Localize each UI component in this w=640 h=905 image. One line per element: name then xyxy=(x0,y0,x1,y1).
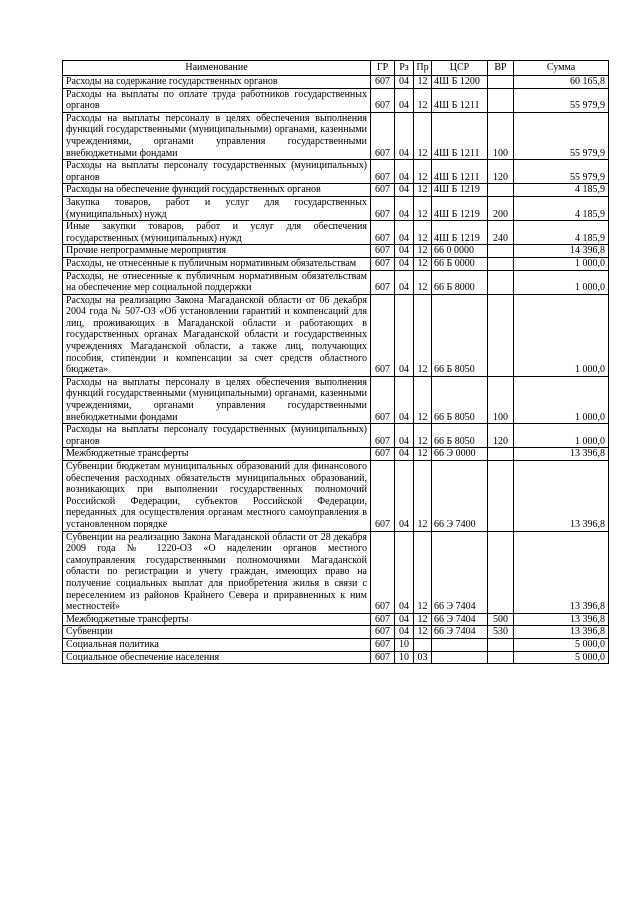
column-header-sum: Сумма xyxy=(514,61,609,76)
cell-rz: 04 xyxy=(395,531,414,613)
cell-sum: 1 000,0 xyxy=(514,257,609,270)
cell-pr: 12 xyxy=(414,448,432,461)
document-page xyxy=(62,60,608,664)
table-row xyxy=(63,88,609,112)
table-row xyxy=(63,376,609,423)
cell-vr: 100 xyxy=(488,112,514,159)
cell-sum: 13 396,8 xyxy=(514,613,609,626)
cell-sum: 60 165,8 xyxy=(514,76,609,89)
cell-name: Расходы на выплаты по оплате труда работников государственных органов xyxy=(63,88,371,112)
cell-csr: 66 Э 7404 xyxy=(432,613,488,626)
table-row xyxy=(63,531,609,613)
cell-pr: 12 xyxy=(414,112,432,159)
table-row xyxy=(63,448,609,461)
table-row xyxy=(63,651,609,664)
cell-rz: 04 xyxy=(395,112,414,159)
column-header-gr: ГР xyxy=(371,61,395,76)
cell-gr: 607 xyxy=(371,638,395,651)
cell-gr: 607 xyxy=(371,160,395,184)
cell-rz: 04 xyxy=(395,184,414,197)
cell-sum: 13 396,8 xyxy=(514,448,609,461)
cell-rz: 04 xyxy=(395,448,414,461)
cell-pr: 12 xyxy=(414,626,432,639)
cell-csr xyxy=(432,638,488,651)
cell-sum: 13 396,8 xyxy=(514,531,609,613)
table-header-row xyxy=(63,61,609,76)
cell-csr xyxy=(432,651,488,664)
table-row xyxy=(63,257,609,270)
cell-name: Расходы на обеспечение функций государственных органов xyxy=(63,184,371,197)
cell-rz: 04 xyxy=(395,160,414,184)
table-row xyxy=(63,626,609,639)
cell-vr xyxy=(488,651,514,664)
cell-name: Расходы на реализацию Закона Магаданской области от 06 декабря 2004 года № 507-ОЗ «Об установлении гарантий и компенсаций для лиц, проживающих в Магаданской области и работающих в государственных органах Магаданской области и государственных учреждениях Магаданской области, а также лиц, получающих пособия, стипендии и компенсации за счет средств областного бюджета» xyxy=(63,294,371,376)
cell-pr: 03 xyxy=(414,651,432,664)
table-row xyxy=(63,461,609,532)
cell-gr: 607 xyxy=(371,424,395,448)
cell-name: Иные закупки товаров, работ и услуг для обеспечения государственных (муниципальных) нужд xyxy=(63,221,371,245)
cell-sum: 55 979,9 xyxy=(514,112,609,159)
cell-gr: 607 xyxy=(371,88,395,112)
cell-csr: 66 Э 7404 xyxy=(432,531,488,613)
cell-sum: 1 000,0 xyxy=(514,376,609,423)
cell-name: Межбюджетные трансферты xyxy=(63,613,371,626)
cell-gr: 607 xyxy=(371,531,395,613)
column-header-name: Наименование xyxy=(63,61,371,76)
cell-sum: 55 979,9 xyxy=(514,160,609,184)
cell-name: Расходы на выплаты персоналу государственных (муниципальных) органов xyxy=(63,160,371,184)
cell-name: Расходы на содержание государственных органов xyxy=(63,76,371,89)
cell-csr: 66 Б 8050 xyxy=(432,376,488,423)
table-row xyxy=(63,613,609,626)
cell-name: Социальное обеспечение населения xyxy=(63,651,371,664)
cell-rz: 04 xyxy=(395,245,414,258)
cell-pr: 12 xyxy=(414,184,432,197)
column-header-vr: ВР xyxy=(488,61,514,76)
cell-rz: 10 xyxy=(395,651,414,664)
cell-csr: 66 Э 7400 xyxy=(432,461,488,532)
cell-vr xyxy=(488,76,514,89)
table-row xyxy=(63,245,609,258)
cell-sum: 4 185,9 xyxy=(514,196,609,220)
column-header-rz: Рз xyxy=(395,61,414,76)
cell-vr: 530 xyxy=(488,626,514,639)
cell-pr: 12 xyxy=(414,613,432,626)
cell-vr: 120 xyxy=(488,424,514,448)
cell-csr: 66 Б 8000 xyxy=(432,270,488,294)
cell-csr: 4Ш Б 1219 xyxy=(432,196,488,220)
cell-sum: 4 185,9 xyxy=(514,184,609,197)
cell-pr: 12 xyxy=(414,294,432,376)
cell-pr: 12 xyxy=(414,88,432,112)
cell-pr: 12 xyxy=(414,257,432,270)
cell-rz: 04 xyxy=(395,294,414,376)
cell-pr: 12 xyxy=(414,221,432,245)
cell-csr: 4Ш Б 1219 xyxy=(432,221,488,245)
cell-csr: 66 0 0000 xyxy=(432,245,488,258)
column-header-pr: Пр xyxy=(414,61,432,76)
table-row xyxy=(63,424,609,448)
cell-gr: 607 xyxy=(371,270,395,294)
table-row xyxy=(63,221,609,245)
cell-name: Межбюджетные трансферты xyxy=(63,448,371,461)
cell-vr xyxy=(488,638,514,651)
cell-name: Расходы, не отнесенные к публичным нормативным обязательствам xyxy=(63,257,371,270)
cell-gr: 607 xyxy=(371,221,395,245)
cell-csr: 4Ш Б 1211 xyxy=(432,88,488,112)
cell-rz: 04 xyxy=(395,613,414,626)
cell-pr: 12 xyxy=(414,461,432,532)
cell-gr: 607 xyxy=(371,112,395,159)
cell-pr: 12 xyxy=(414,531,432,613)
cell-vr: 100 xyxy=(488,376,514,423)
cell-rz: 04 xyxy=(395,88,414,112)
cell-vr xyxy=(488,531,514,613)
table-body xyxy=(63,76,609,664)
cell-sum: 1 000,0 xyxy=(514,294,609,376)
cell-gr: 607 xyxy=(371,376,395,423)
cell-rz: 04 xyxy=(395,76,414,89)
cell-rz: 04 xyxy=(395,376,414,423)
cell-vr xyxy=(488,184,514,197)
cell-rz: 04 xyxy=(395,424,414,448)
cell-pr xyxy=(414,638,432,651)
cell-rz: 04 xyxy=(395,221,414,245)
cell-pr: 12 xyxy=(414,196,432,220)
cell-vr xyxy=(488,245,514,258)
cell-rz: 04 xyxy=(395,461,414,532)
cell-pr: 12 xyxy=(414,76,432,89)
cell-csr: 4Ш Б 1211 xyxy=(432,160,488,184)
cell-name: Прочие непрограммные мероприятия xyxy=(63,245,371,258)
cell-rz: 04 xyxy=(395,270,414,294)
table-row xyxy=(63,270,609,294)
cell-name: Расходы на выплаты персоналу государственных (муниципальных) органов xyxy=(63,424,371,448)
cell-sum: 14 396,8 xyxy=(514,245,609,258)
cell-sum: 1 000,0 xyxy=(514,424,609,448)
cell-sum: 5 000,0 xyxy=(514,638,609,651)
cell-pr: 12 xyxy=(414,376,432,423)
cell-gr: 607 xyxy=(371,196,395,220)
cell-sum: 13 396,8 xyxy=(514,626,609,639)
cell-gr: 607 xyxy=(371,461,395,532)
cell-sum: 13 396,8 xyxy=(514,461,609,532)
cell-gr: 607 xyxy=(371,651,395,664)
cell-vr: 200 xyxy=(488,196,514,220)
cell-name: Расходы, не отнесенные к публичным нормативным обязательствам на обеспечение мер социальной поддержки xyxy=(63,270,371,294)
table-row xyxy=(63,160,609,184)
cell-sum: 55 979,9 xyxy=(514,88,609,112)
budget-table xyxy=(62,60,609,664)
cell-name: Социальная политика xyxy=(63,638,371,651)
column-header-csr: ЦСР xyxy=(432,61,488,76)
cell-rz: 10 xyxy=(395,638,414,651)
cell-vr xyxy=(488,461,514,532)
cell-vr xyxy=(488,257,514,270)
cell-name: Субвенции на реализацию Закона Магаданской области от 28 декабря 2009 года № 1220-ОЗ «О наделении органов местного самоуправления государственными полномочиями Магаданской области по регистрации и учету граждан, имеющих право на получение социальных выплат для приобретения жилья в связи с переселением из районов Крайнего Севера и приравненных к ним местностей» xyxy=(63,531,371,613)
table-row xyxy=(63,76,609,89)
cell-pr: 12 xyxy=(414,424,432,448)
cell-csr: 66 Б 0000 xyxy=(432,257,488,270)
cell-pr: 12 xyxy=(414,245,432,258)
cell-rz: 04 xyxy=(395,626,414,639)
cell-name: Расходы на выплаты персоналу в целях обеспечения выполнения функций государственными (муниципальными) органами, казенными учреждениями, органами управления государственными внебюджетными фондами xyxy=(63,376,371,423)
cell-name: Расходы на выплаты персоналу в целях обеспечения выполнения функций государственными (муниципальными) органами, казенными учреждениями, органами управления государственными внебюджетными фондами xyxy=(63,112,371,159)
cell-vr xyxy=(488,294,514,376)
cell-sum: 4 185,9 xyxy=(514,221,609,245)
cell-sum: 1 000,0 xyxy=(514,270,609,294)
cell-pr: 12 xyxy=(414,270,432,294)
table-row xyxy=(63,294,609,376)
cell-gr: 607 xyxy=(371,76,395,89)
cell-gr: 607 xyxy=(371,184,395,197)
cell-name: Субвенции бюджетам муниципальных образований для финансового обеспечения расходных обязательств муниципальных образований, возникающих при выполнении государственных полномочий Российской Федерации, субъектов Российской Федерации, переданных для осуществления органам местного самоуправления в установленном порядке xyxy=(63,461,371,532)
cell-csr: 66 Э 0000 xyxy=(432,448,488,461)
cell-vr: 120 xyxy=(488,160,514,184)
cell-sum: 5 000,0 xyxy=(514,651,609,664)
cell-name: Закупка товаров, работ и услуг для государственных (муниципальных) нужд xyxy=(63,196,371,220)
cell-csr: 4Ш Б 1211 xyxy=(432,112,488,159)
cell-pr: 12 xyxy=(414,160,432,184)
cell-vr: 500 xyxy=(488,613,514,626)
cell-gr: 607 xyxy=(371,257,395,270)
cell-csr: 66 Б 8050 xyxy=(432,294,488,376)
cell-name: Субвенции xyxy=(63,626,371,639)
table-row xyxy=(63,112,609,159)
cell-rz: 04 xyxy=(395,257,414,270)
cell-vr xyxy=(488,448,514,461)
cell-gr: 607 xyxy=(371,626,395,639)
cell-vr: 240 xyxy=(488,221,514,245)
cell-rz: 04 xyxy=(395,196,414,220)
cell-csr: 4Ш Б 1200 xyxy=(432,76,488,89)
cell-gr: 607 xyxy=(371,245,395,258)
table-row xyxy=(63,638,609,651)
cell-gr: 607 xyxy=(371,448,395,461)
table-row xyxy=(63,196,609,220)
cell-csr: 4Ш Б 1219 xyxy=(432,184,488,197)
cell-csr: 66 Э 7404 xyxy=(432,626,488,639)
cell-vr xyxy=(488,88,514,112)
cell-csr: 66 Б 8050 xyxy=(432,424,488,448)
cell-vr xyxy=(488,270,514,294)
cell-gr: 607 xyxy=(371,613,395,626)
cell-gr: 607 xyxy=(371,294,395,376)
table-row xyxy=(63,184,609,197)
